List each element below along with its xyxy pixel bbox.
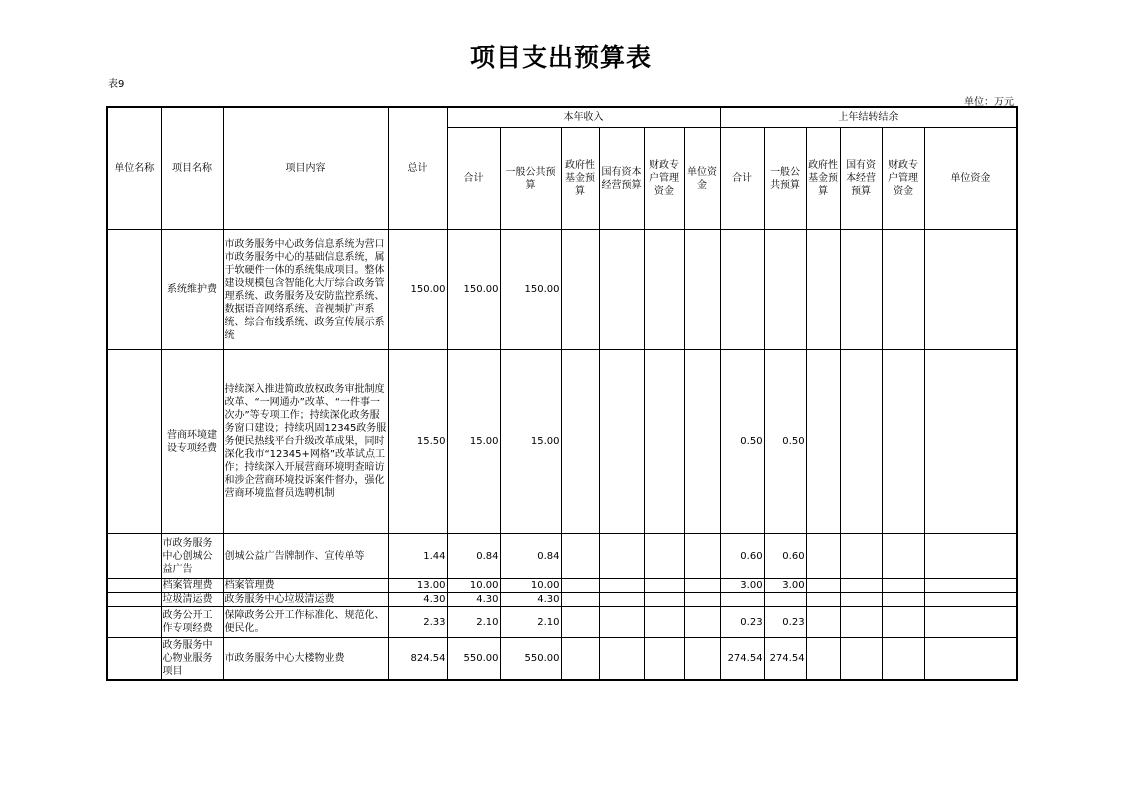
cell-prev-gov-fund — [806, 607, 840, 638]
cell-cur-general: 4.30 — [500, 593, 561, 607]
cell-prev-sum: 0.50 — [720, 350, 764, 534]
unit-label: 单位：万元 — [964, 97, 1014, 108]
cell-cur-gov-fund — [561, 638, 599, 681]
header-cur-state-capital: 国有资本经营预算 — [599, 128, 644, 230]
cell-prev-state-capital — [840, 534, 882, 579]
header-prev-carryover: 上年结转结余 — [720, 107, 1017, 128]
cell-cur-gov-fund — [561, 607, 599, 638]
cell-cur-fiscal-account — [644, 350, 684, 534]
cell-prev-fiscal-account — [882, 638, 924, 681]
cell-project-content: 持续深入推进简政放权政务审批制度改革、“一网通办”改革、“一件事一次办”等专项工作；持续深化政务服务窗口建设；持续巩固12345政务服务便民热线平台升级改革成果，同时深化我市“12345+网格”改革试点工作；持续深入开展营商环境明查暗访和涉企营商环境投诉案件督办，强化营商环境监督员选聘机制 — [223, 350, 388, 534]
cell-unit — [107, 230, 161, 350]
cell-cur-fiscal-account — [644, 230, 684, 350]
cell-cur-state-capital — [599, 579, 644, 593]
cell-prev-gov-fund — [806, 534, 840, 579]
cell-unit — [107, 534, 161, 579]
cell-cur-general: 10.00 — [500, 579, 561, 593]
cell-prev-sum: 0.23 — [720, 607, 764, 638]
header-prev-unit-funds: 单位资金 — [924, 128, 1017, 230]
cell-prev-general: 274.54 — [764, 638, 806, 681]
cell-cur-state-capital — [599, 350, 644, 534]
cell-cur-unit-funds — [684, 593, 720, 607]
cell-project-name: 系统维护费 — [161, 230, 223, 350]
cell-prev-unit-funds — [924, 534, 1017, 579]
cell-total: 1.44 — [388, 534, 447, 579]
table-row — [107, 534, 1017, 579]
cell-cur-fiscal-account — [644, 593, 684, 607]
cell-project-name: 垃圾清运费 — [161, 593, 223, 607]
header-unit-name: 单位名称 — [107, 107, 161, 230]
cell-prev-general — [764, 593, 806, 607]
cell-total: 15.50 — [388, 350, 447, 534]
header-prev-gov-fund: 政府性基金预算 — [806, 128, 840, 230]
cell-total: 2.33 — [388, 607, 447, 638]
cell-prev-gov-fund — [806, 579, 840, 593]
cell-cur-state-capital — [599, 230, 644, 350]
table-row — [107, 593, 1017, 607]
cell-cur-state-capital — [599, 593, 644, 607]
cell-prev-fiscal-account — [882, 534, 924, 579]
cell-prev-general — [764, 230, 806, 350]
header-cur-fiscal-account: 财政专户管理资金 — [644, 128, 684, 230]
cell-prev-fiscal-account — [882, 593, 924, 607]
cell-cur-unit-funds — [684, 350, 720, 534]
table-row — [107, 607, 1017, 638]
header-project-content: 项目内容 — [223, 107, 388, 230]
cell-prev-fiscal-account — [882, 350, 924, 534]
cell-prev-sum — [720, 230, 764, 350]
cell-project-content: 政务服务中心垃圾清运费 — [223, 593, 388, 607]
cell-unit — [107, 607, 161, 638]
cell-prev-unit-funds — [924, 579, 1017, 593]
header-cur-unit-funds: 单位资金 — [684, 128, 720, 230]
cell-project-name: 政务服务中心物业服务项目 — [161, 638, 223, 681]
table-row — [107, 230, 1017, 350]
budget-table — [106, 106, 1018, 681]
cell-total: 824.54 — [388, 638, 447, 681]
cell-cur-sum: 150.00 — [447, 230, 500, 350]
cell-cur-unit-funds — [684, 579, 720, 593]
header-current-income: 本年收入 — [447, 107, 720, 128]
cell-project-name: 营商环境建设专项经费 — [161, 350, 223, 534]
cell-cur-sum: 15.00 — [447, 350, 500, 534]
cell-unit — [107, 579, 161, 593]
cell-cur-state-capital — [599, 638, 644, 681]
cell-unit — [107, 593, 161, 607]
cell-cur-general: 150.00 — [500, 230, 561, 350]
cell-cur-general: 2.10 — [500, 607, 561, 638]
cell-prev-general: 0.50 — [764, 350, 806, 534]
cell-prev-unit-funds — [924, 230, 1017, 350]
cell-prev-sum: 0.60 — [720, 534, 764, 579]
header-prev-state-capital: 国有资本经营预算 — [840, 128, 882, 230]
cell-total: 4.30 — [388, 593, 447, 607]
page-title: 项目支出预算表 — [469, 43, 652, 72]
cell-prev-general: 0.23 — [764, 607, 806, 638]
cell-cur-unit-funds — [684, 607, 720, 638]
cell-prev-fiscal-account — [882, 230, 924, 350]
cell-prev-fiscal-account — [882, 579, 924, 593]
cell-cur-gov-fund — [561, 593, 599, 607]
cell-cur-gov-fund — [561, 579, 599, 593]
cell-project-content: 市政务服务中心政务信息系统为营口市政务服务中心的基础信息系统，属于软硬件一体的系统集成项目。整体建设规模包含智能化大厅综合政务管理系统、政务服务及安防监控系统、数据语音网络系统、音视频扩声系统、综合布线系统、政务宣传展示系统 — [223, 230, 388, 350]
cell-prev-state-capital — [840, 593, 882, 607]
cell-prev-sum: 274.54 — [720, 638, 764, 681]
header-total: 总计 — [388, 107, 447, 230]
cell-total: 150.00 — [388, 230, 447, 350]
cell-prev-unit-funds — [924, 607, 1017, 638]
table-row — [107, 350, 1017, 534]
cell-cur-sum: 4.30 — [447, 593, 500, 607]
table-row — [107, 638, 1017, 681]
cell-cur-fiscal-account — [644, 607, 684, 638]
cell-cur-gov-fund — [561, 230, 599, 350]
cell-cur-general: 15.00 — [500, 350, 561, 534]
cell-project-name: 市政务服务中心创城公益广告 — [161, 534, 223, 579]
cell-prev-state-capital — [840, 638, 882, 681]
cell-prev-fiscal-account — [882, 607, 924, 638]
cell-cur-general: 0.84 — [500, 534, 561, 579]
table-row — [107, 579, 1017, 593]
cell-prev-sum — [720, 593, 764, 607]
cell-project-content: 保障政务公开工作标准化、规范化、便民化。 — [223, 607, 388, 638]
cell-prev-sum: 3.00 — [720, 579, 764, 593]
cell-prev-gov-fund — [806, 638, 840, 681]
cell-project-content: 创城公益广告牌制作、宣传单等 — [223, 534, 388, 579]
cell-prev-general: 3.00 — [764, 579, 806, 593]
cell-prev-state-capital — [840, 230, 882, 350]
cell-prev-gov-fund — [806, 593, 840, 607]
header-project-name: 项目名称 — [161, 107, 223, 230]
cell-cur-sum: 550.00 — [447, 638, 500, 681]
cell-total: 13.00 — [388, 579, 447, 593]
header-cur-general: 一般公共预算 — [500, 128, 561, 230]
cell-project-content: 市政务服务中心大楼物业费 — [223, 638, 388, 681]
cell-prev-state-capital — [840, 579, 882, 593]
cell-cur-fiscal-account — [644, 534, 684, 579]
cell-cur-unit-funds — [684, 638, 720, 681]
cell-cur-sum: 0.84 — [447, 534, 500, 579]
table-number: 表9 — [108, 79, 125, 90]
cell-prev-state-capital — [840, 350, 882, 534]
header-cur-sum: 合计 — [447, 128, 500, 230]
cell-cur-gov-fund — [561, 350, 599, 534]
cell-cur-gov-fund — [561, 534, 599, 579]
cell-cur-state-capital — [599, 607, 644, 638]
header-cur-gov-fund: 政府性基金预算 — [561, 128, 599, 230]
cell-prev-gov-fund — [806, 350, 840, 534]
cell-prev-unit-funds — [924, 638, 1017, 681]
header-prev-general: 一般公共预算 — [764, 128, 806, 230]
cell-cur-sum: 2.10 — [447, 607, 500, 638]
cell-project-name: 档案管理费 — [161, 579, 223, 593]
cell-cur-unit-funds — [684, 534, 720, 579]
cell-cur-state-capital — [599, 534, 644, 579]
cell-cur-unit-funds — [684, 230, 720, 350]
cell-unit — [107, 350, 161, 534]
cell-prev-gov-fund — [806, 230, 840, 350]
cell-cur-fiscal-account — [644, 638, 684, 681]
cell-project-content: 档案管理费 — [223, 579, 388, 593]
cell-prev-state-capital — [840, 607, 882, 638]
header-prev-sum: 合计 — [720, 128, 764, 230]
cell-prev-unit-funds — [924, 350, 1017, 534]
cell-cur-fiscal-account — [644, 579, 684, 593]
cell-prev-general: 0.60 — [764, 534, 806, 579]
cell-cur-general: 550.00 — [500, 638, 561, 681]
cell-prev-unit-funds — [924, 593, 1017, 607]
cell-project-name: 政务公开工作专项经费 — [161, 607, 223, 638]
header-prev-fiscal-account: 财政专户管理资金 — [882, 128, 924, 230]
cell-unit — [107, 638, 161, 681]
cell-cur-sum: 10.00 — [447, 579, 500, 593]
